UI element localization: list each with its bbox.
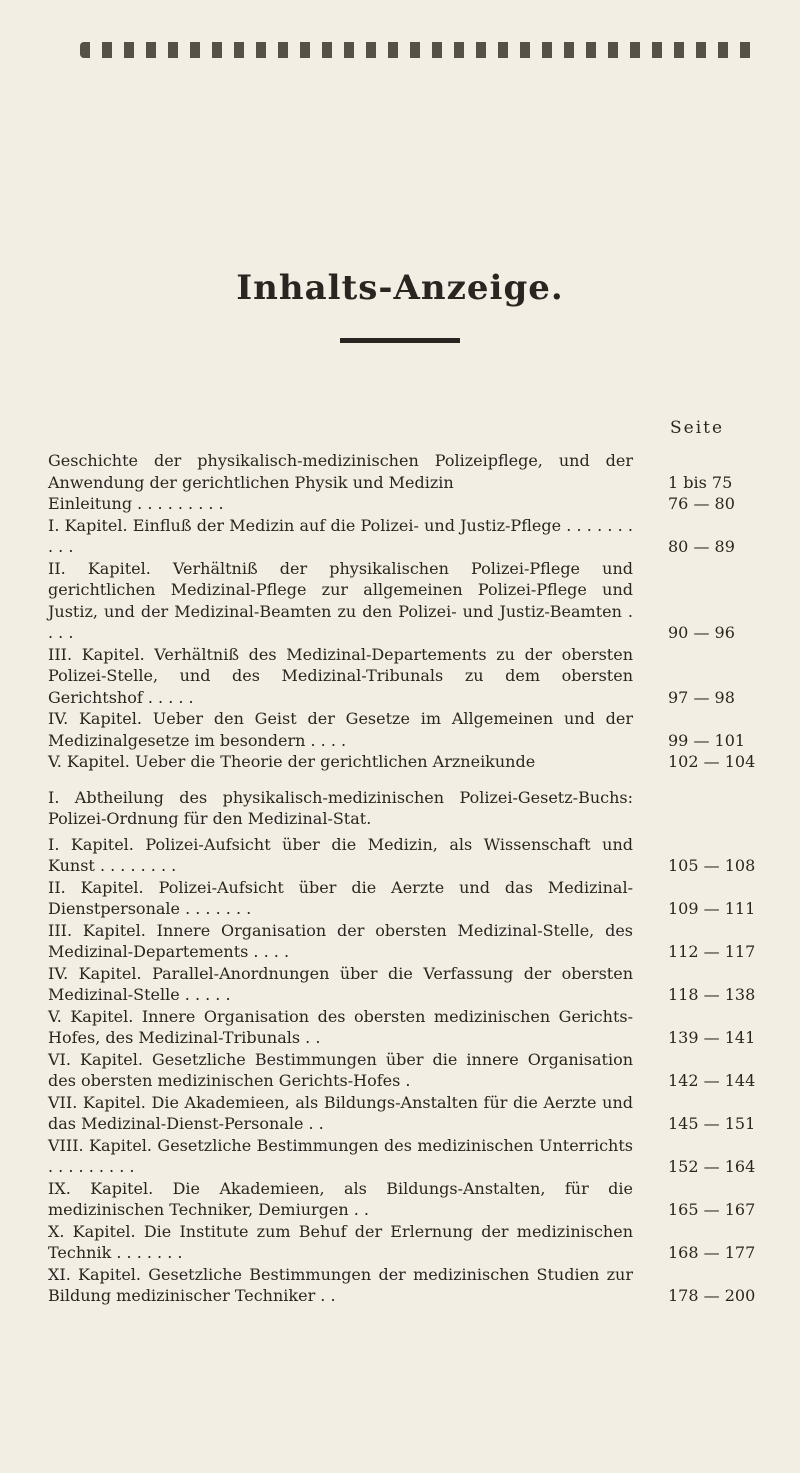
toc-entry-pages: 178 — 200 [668, 1286, 756, 1305]
toc-entry [48, 963, 778, 1006]
toc-entry [48, 877, 778, 920]
toc-entry-title: VIII. Kapitel. Gesetzliche Bestimmungen des medizinischen Unterrichts . . . . . . . . . [48, 1135, 633, 1176]
toc-entry-title: XI. Kapitel. Gesetzliche Bestimmungen der medizinischen Studien zur Bildung medizinischer Techniker . . [48, 1264, 633, 1305]
toc-entry [48, 751, 778, 773]
toc-entry-title: Geschichte der physikalisch-medizinischen Polizeipflege, und der Anwendung der gerichtlichen Physik und Medizin [48, 451, 633, 492]
toc-entry-title: I. Kapitel. Polizei-Aufsicht über die Medizin, als Wissenschaft und Kunst . . . . . . . . [48, 834, 633, 875]
table-of-contents [48, 450, 778, 1307]
toc-entry-title: II. Kapitel. Verhältniß der physikalischen Polizei-Pflege und gerichtlichen Medizinal-Pflege zur allgemeinen Polizei-Pflege und Justiz, und der Medizinal-Beamten zu den Polizei- und Justiz-Beamten . . . . [48, 558, 633, 642]
toc-entry [48, 920, 778, 963]
toc-entry-pages: 109 — 111 [668, 899, 756, 918]
toc-entry [48, 644, 778, 709]
toc-entry-pages: 112 — 117 [668, 942, 756, 961]
toc-entry-title: VI. Kapitel. Gesetzliche Bestimmungen über die innere Organisation des obersten medizinischen Gerichts-Hofes . [48, 1049, 633, 1090]
title-rule [340, 338, 460, 343]
toc-entry [48, 708, 778, 751]
toc-entry-pages: 152 — 164 [668, 1157, 756, 1176]
toc-entry-pages: 168 — 177 [668, 1243, 756, 1262]
toc-entry [48, 1135, 778, 1178]
toc-entry-title: VII. Kapitel. Die Akademieen, als Bildungs-Anstalten für die Aerzte und das Medizinal-Dienst-Personale . . [48, 1092, 633, 1133]
toc-entry-title: I. Abtheilung des physikalisch-medizinischen Polizei-Gesetz-Buchs: Polizei-Ordnung für den Medizinal-Stat. [48, 787, 633, 828]
toc-entry-title: II. Kapitel. Polizei-Aufsicht über die Aerzte und das Medizinal-Dienstpersonale . . . . . . . [48, 877, 633, 918]
toc-entry [48, 1049, 778, 1092]
toc-entry-title: III. Kapitel. Verhältniß des Medizinal-Departements zu der obersten Polizei-Stelle, und des Medizinal-Tribunals zu dem obersten Gerichtshof . . . . . [48, 644, 633, 707]
toc-entry [48, 450, 778, 493]
toc-entry-title: IV. Kapitel. Parallel-Anordnungen über die Verfassung der obersten Medizinal-Stelle . . . . . [48, 963, 633, 1004]
toc-entry [48, 1178, 778, 1221]
toc-entry [48, 1264, 778, 1307]
toc-entry-title: V. Kapitel. Ueber die Theorie der gerichtlichen Arzneikunde [48, 752, 536, 771]
toc-entry-pages: 90 — 96 [668, 623, 735, 642]
toc-entry-title: Einleitung . . . . . . . . . [48, 494, 224, 513]
toc-entry [48, 493, 778, 515]
toc-entry-pages: 142 — 144 [668, 1071, 756, 1090]
toc-entry-pages: 99 — 101 [668, 730, 746, 750]
toc-entry-title: III. Kapitel. Innere Organisation der obersten Medizinal-Stelle, des Medizinal-Departements . . . . [48, 920, 633, 961]
toc-entry-pages: 102 — 104 [668, 752, 756, 771]
toc-entry-title: I. Kapitel. Einfluß der Medizin auf die Polizei- und Justiz-Pflege . . . . . . . . . . [48, 515, 633, 556]
toc-entry-pages: 80 — 89 [668, 537, 735, 556]
page-title: Inhalts-Anzeige. [236, 268, 564, 308]
toc-entry [48, 515, 778, 558]
toc-entry-pages: 139 — 141 [668, 1028, 756, 1047]
toc-entry [48, 558, 778, 644]
toc-entry [48, 834, 778, 877]
toc-entry-pages: 1 bis 75 [668, 472, 733, 492]
toc-entry [48, 1092, 778, 1135]
toc-entry-pages: 165 — 167 [668, 1200, 756, 1219]
toc-entry [48, 1221, 778, 1264]
toc-entry-pages: 76 — 80 [668, 494, 735, 513]
toc-entry-title: IX. Kapitel. Die Akademieen, als Bildungs-Anstalten, für die medizinischen Techniker, Demiurgen . . [48, 1178, 633, 1219]
toc-entry-title: V. Kapitel. Innere Organisation des obersten medizinischen Gerichts-Hofes, des Medizinal-Tribunals . . [48, 1006, 633, 1047]
toc-entry-pages: 97 — 98 [668, 687, 735, 707]
toc-entry-pages: 145 — 151 [668, 1114, 756, 1133]
toc-entry-pages: 118 — 138 [668, 985, 756, 1004]
page-column-header: Seite [670, 418, 725, 438]
toc-entry-title: IV. Kapitel. Ueber den Geist der Gesetze im Allgemeinen und der Medizinalgesetze im besondern . . . . [48, 709, 633, 750]
toc-entry [48, 787, 778, 830]
toc-entry-pages: 105 — 108 [668, 856, 756, 875]
toc-entry-title: X. Kapitel. Die Institute zum Behuf der Erlernung der medizinischen Technik . . . . . . . [48, 1221, 633, 1262]
toc-entry [48, 1006, 778, 1049]
header-ornament [80, 42, 760, 58]
